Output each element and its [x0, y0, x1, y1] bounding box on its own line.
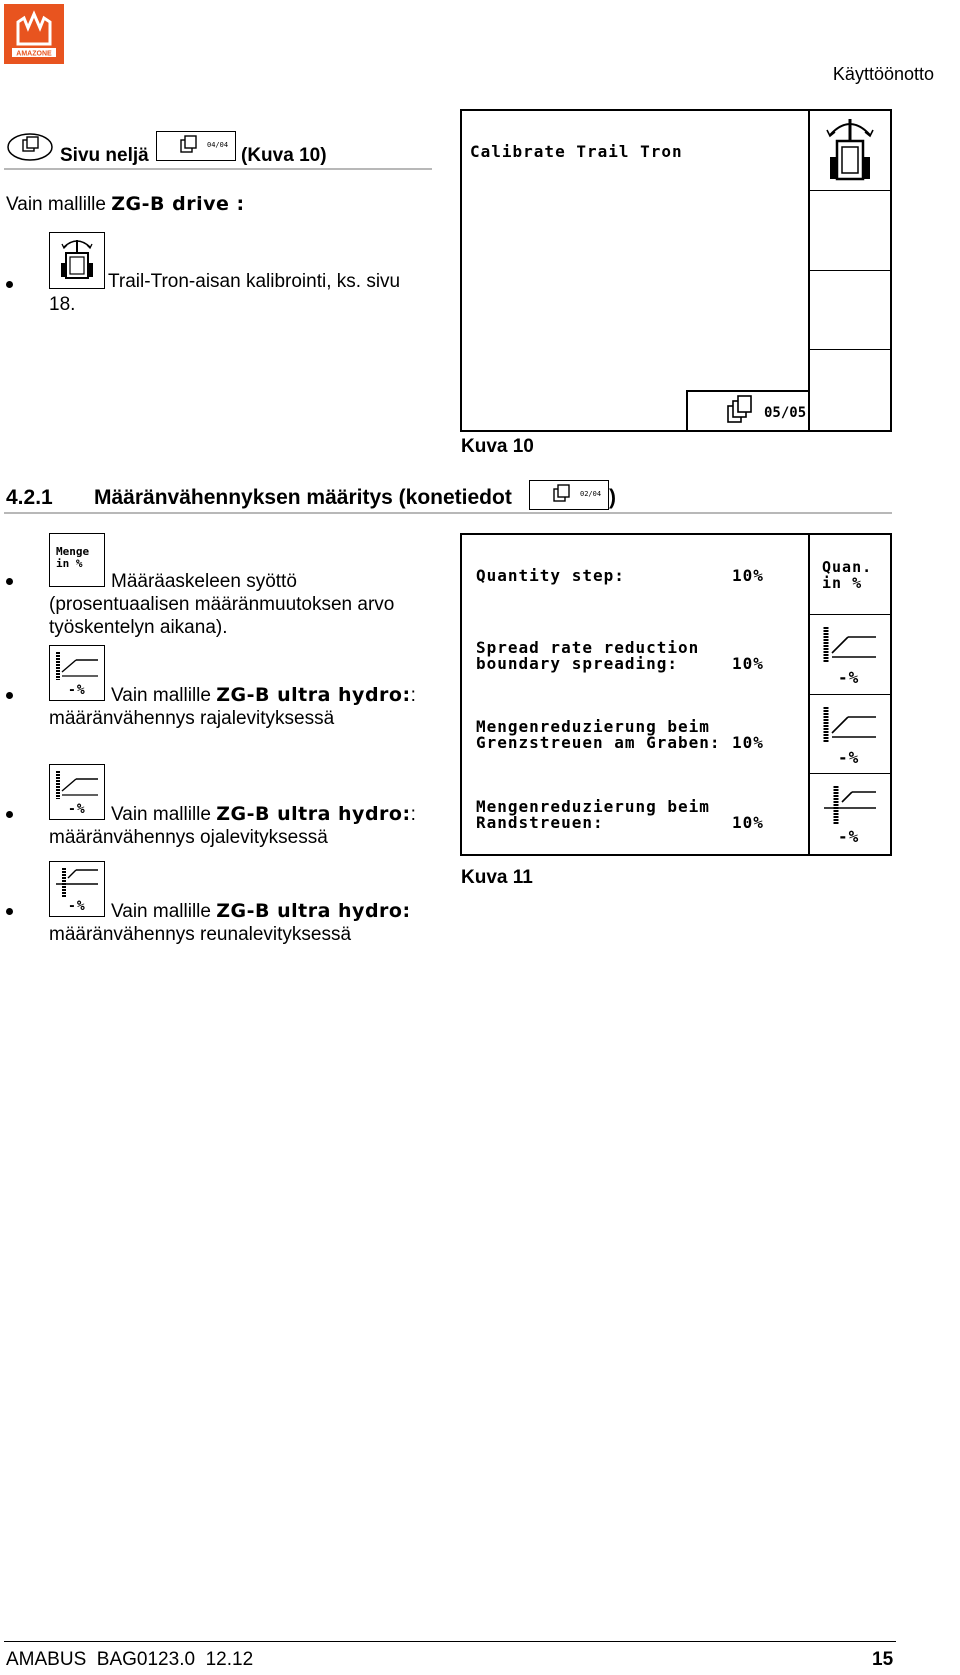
figure10-screen	[460, 109, 892, 432]
boundary-model-prefix: Vain mallille	[111, 685, 211, 706]
row-boundary-label-1: Spread rate reduction	[476, 638, 700, 657]
machine-data-key-icon	[529, 480, 609, 510]
section-number: 4.2.1	[6, 486, 53, 509]
softkey-trail-tron[interactable]	[810, 111, 890, 191]
ditch-model-name: ZG-B ultra hydro:	[216, 803, 411, 825]
softkey-ditch-label: -%	[838, 748, 860, 767]
figure11-caption: Kuva 11	[461, 867, 533, 888]
softkey-empty-3[interactable]	[810, 271, 890, 350]
edge-icon-label: -%	[68, 899, 86, 914]
row-boundary-label-2: boundary spreading:	[476, 654, 679, 673]
softkey-ditch-icon	[810, 701, 890, 751]
bullet-edge-text	[49, 900, 434, 946]
section-title: Määränvähennyksen määritys (konetiedot	[94, 486, 512, 509]
row-edge-label-2: Randstreuen:	[476, 813, 604, 832]
page4-key-icon	[156, 131, 236, 161]
amazone-logo-graphic	[4, 4, 64, 64]
ditch-icon-label: -%	[68, 802, 86, 817]
softkey-boundary-label: -%	[838, 668, 860, 687]
bullet-dot	[6, 578, 13, 585]
figure10-caption: Kuva 10	[461, 436, 534, 457]
bullet-dot	[6, 811, 13, 818]
figure10-screen-title: Calibrate Trail Tron	[470, 142, 683, 161]
bullet-quantity-step-text: Määräaskeleen syöttö (prosentuaalisen määränmuutoksen arvo työskentelyn aikana).	[49, 571, 395, 638]
boundary-description: : määränvähennys rajalevityksessä	[49, 685, 416, 729]
section-close-paren: )	[609, 486, 616, 509]
softkey-quantity-line1: Quan.	[822, 558, 873, 576]
edge-description: määränvähennys reunalevityksessä	[49, 924, 352, 945]
figure10-page-indicator	[686, 390, 810, 432]
softkey-boundary[interactable]	[810, 615, 890, 695]
footer-doc-id: AMABUS BAG0123.0 12.12	[6, 1649, 254, 1670]
model-name: ZG-B drive :	[111, 193, 245, 215]
softkey-edge-label: -%	[838, 827, 860, 846]
row-edge-label-1: Mengenreduzierung beim	[476, 797, 710, 816]
section-icon-code: 02/04	[580, 490, 602, 498]
bullet-boundary-text	[49, 684, 434, 730]
logo-brand-text: AMAZONE	[16, 50, 52, 58]
bullet-dot	[6, 692, 13, 699]
menge-icon-line2: in %	[56, 557, 83, 570]
bullet-dot	[6, 281, 13, 288]
page-menu-icon	[6, 132, 54, 162]
row-ditch-label-1: Mengenreduzierung beim	[476, 717, 710, 736]
footer-divider	[4, 1641, 896, 1642]
page-indicator-text: 05/05	[764, 405, 807, 421]
figure10-softkey-column	[808, 111, 890, 430]
boundary-model-name: ZG-B ultra hydro:	[216, 684, 411, 706]
softkey-empty-4[interactable]	[810, 350, 890, 428]
model-note	[6, 193, 245, 216]
figure11-softkey-column	[808, 535, 890, 854]
edge-model-prefix: Vain mallille	[111, 901, 211, 922]
bullet-dot	[6, 908, 13, 915]
page4-figure-ref: (Kuva 10)	[241, 145, 327, 166]
ditch-description: : määränvähennys ojalevityksessä	[49, 804, 416, 848]
ditch-model-prefix: Vain mallille	[111, 804, 211, 825]
row-boundary-value[interactable]: 10%	[732, 654, 764, 673]
softkey-edge[interactable]	[810, 774, 890, 852]
row-quantity-step-value[interactable]: 10%	[732, 566, 764, 585]
section-header: Käyttöönotto	[832, 64, 934, 84]
row-edge-value[interactable]: 10%	[732, 813, 764, 832]
softkey-edge-icon	[810, 780, 890, 830]
trail-tron-softkey-icon	[810, 111, 890, 190]
figure11-screen	[460, 533, 892, 856]
softkey-quantity[interactable]	[810, 535, 890, 615]
softkey-ditch[interactable]	[810, 695, 890, 774]
row-ditch-label-2: Grenzstreuen am Graben:	[476, 733, 721, 752]
section-divider	[4, 512, 892, 514]
title-divider	[4, 168, 432, 170]
softkey-quantity-line2: in %	[822, 574, 863, 592]
row-quantity-step-label: Quantity step:	[476, 566, 625, 585]
page4-title: Sivu neljä	[60, 145, 149, 166]
model-prefix: Vain mallille	[6, 194, 106, 215]
softkey-boundary-icon	[810, 621, 890, 671]
softkey-empty-2[interactable]	[810, 191, 890, 271]
boundary-icon-label: -%	[68, 683, 86, 698]
menge-icon-line1: Menge	[56, 545, 90, 558]
footer-page-number: 15	[872, 1649, 894, 1670]
bullet-ditch-text	[49, 803, 449, 849]
edge-model-name: ZG-B ultra hydro:	[216, 900, 411, 922]
row-ditch-value[interactable]: 10%	[732, 733, 764, 752]
trail-tron-text: Trail-Tron-aisan kalibrointi, ks. sivu 18.	[49, 271, 401, 315]
page4-icon-code: 04/04	[207, 141, 229, 149]
amazone-logo	[4, 4, 64, 64]
